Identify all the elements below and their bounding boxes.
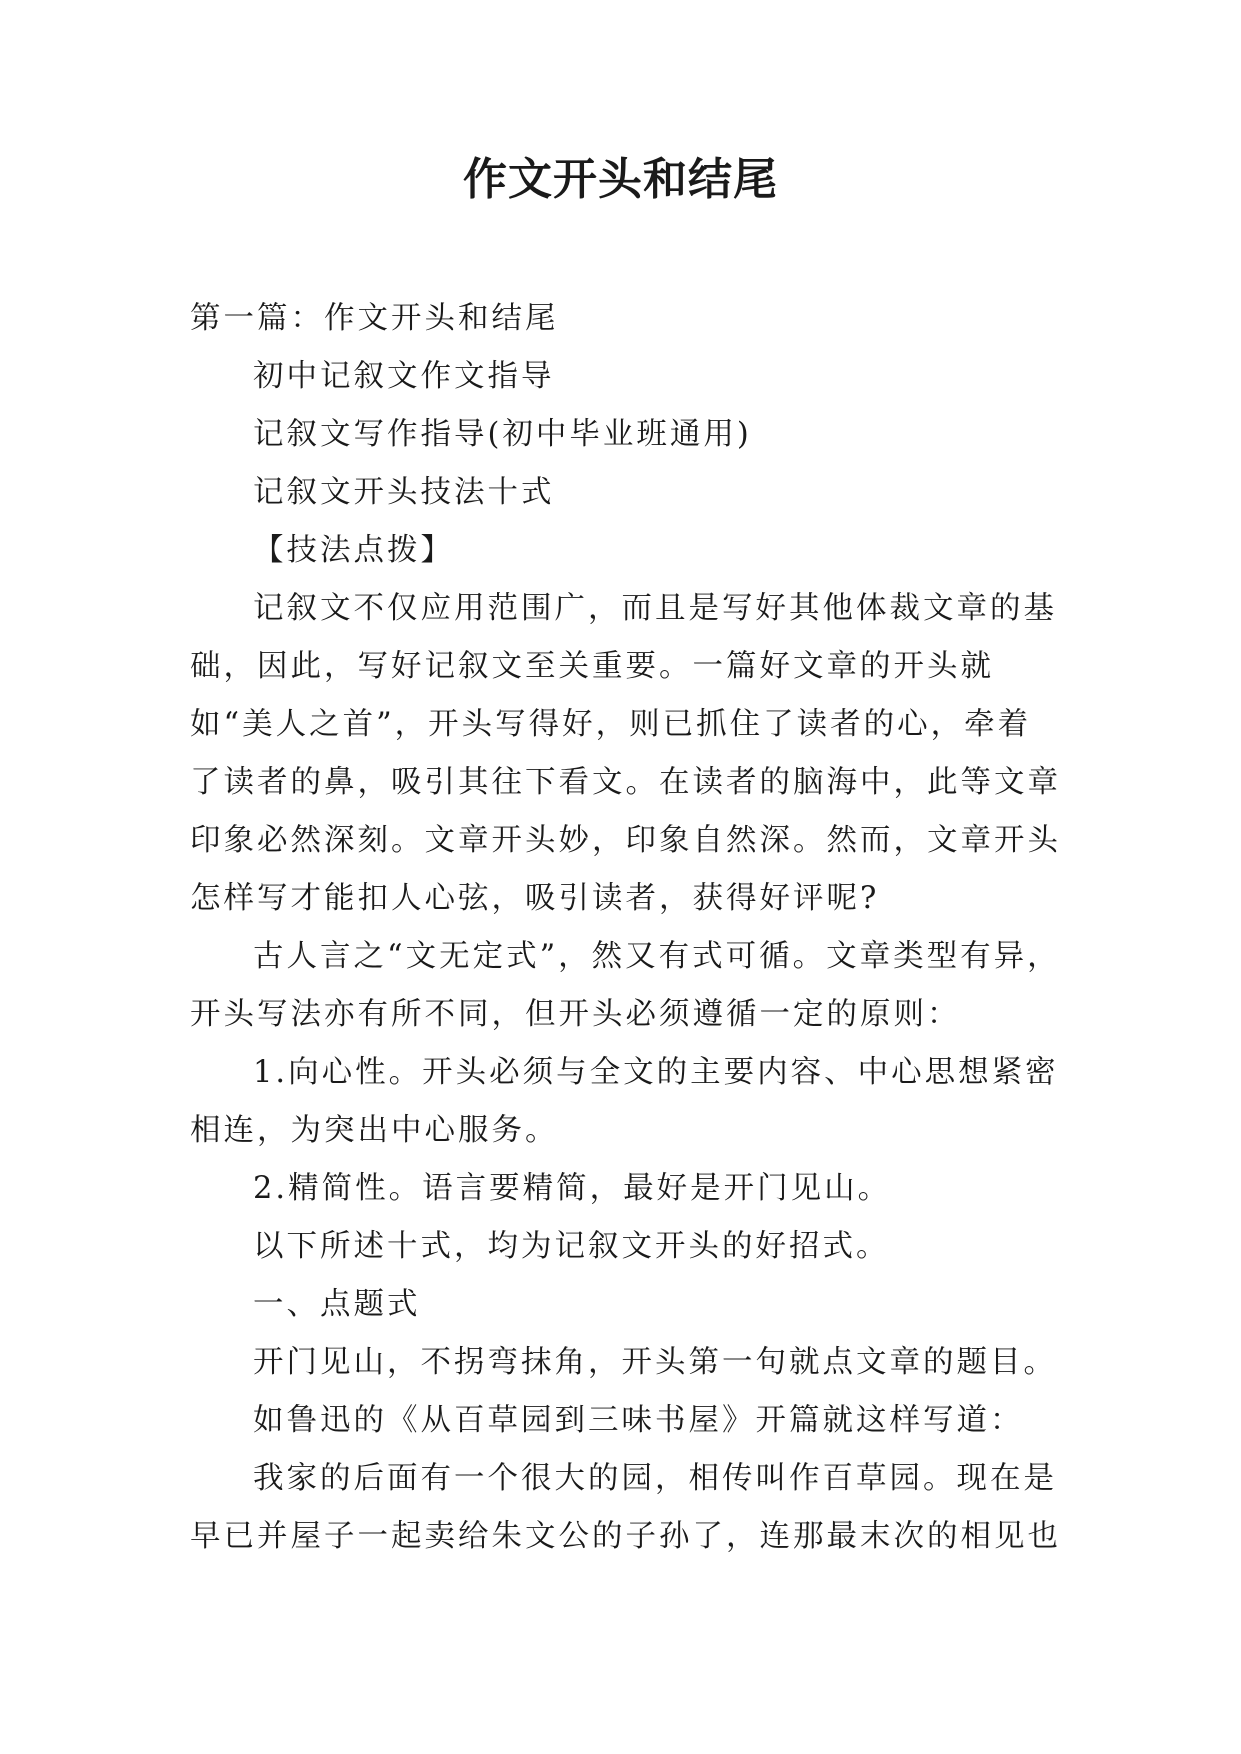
- document-title: 作文开头和结尾: [463, 154, 778, 205]
- subtitle-line: 记叙文开头技法十式: [253, 475, 555, 510]
- document-body: [190, 290, 1062, 1566]
- subtitle-line: 记叙文写作指导(初中毕业班通用): [253, 417, 752, 452]
- quoted-excerpt: 我家的后面有一个很大的园，相传叫作百草园。现在是早已并屋子一起卖给朱文公的子孙了，连那最末次的相见也: [190, 1461, 1061, 1554]
- body-paragraph: 如鲁迅的《从百草园到三味书屋》开篇就这样写道：: [253, 1403, 1024, 1438]
- numbered-principle: 1.向心性。开头必须与全文的主要内容、中心思想紧密相连，为突出中心服务。: [190, 1055, 1059, 1148]
- subtitle-line: 初中记叙文作文指导: [253, 359, 555, 394]
- section-heading: 第一篇：作文开头和结尾: [190, 301, 559, 336]
- body-paragraph: 记叙文不仅应用范围广，而且是写好其他体裁文章的基础，因此，写好记叙文至关重要。一篇好文章的开头就如“美人之首”，开头写得好，则已抓住了读者的心，牵着了读者的鼻，吸引其往下看文。在读者的脑海中，此等文章印象必然深刻。文章开头妙，印象自然深。然而，文章开头怎样写才能扣人心弦，吸引读者，获得好评呢?: [190, 591, 1061, 916]
- numbered-principle: 2.精简性。语言要精简，最好是开门见山。: [253, 1171, 892, 1206]
- body-paragraph: 开门见山，不拐弯抹角，开头第一句就点文章的题目。: [253, 1345, 1057, 1380]
- method-heading: 一、点题式: [253, 1287, 421, 1322]
- body-paragraph: 古人言之“文无定式”，然又有式可循。文章类型有异，开头写法亦有所不同，但开头必须遵循一定的原则：: [190, 939, 1061, 1032]
- bracket-heading: 【技法点拨】: [253, 533, 454, 568]
- body-paragraph: 以下所述十式，均为记叙文开头的好招式。: [253, 1229, 890, 1264]
